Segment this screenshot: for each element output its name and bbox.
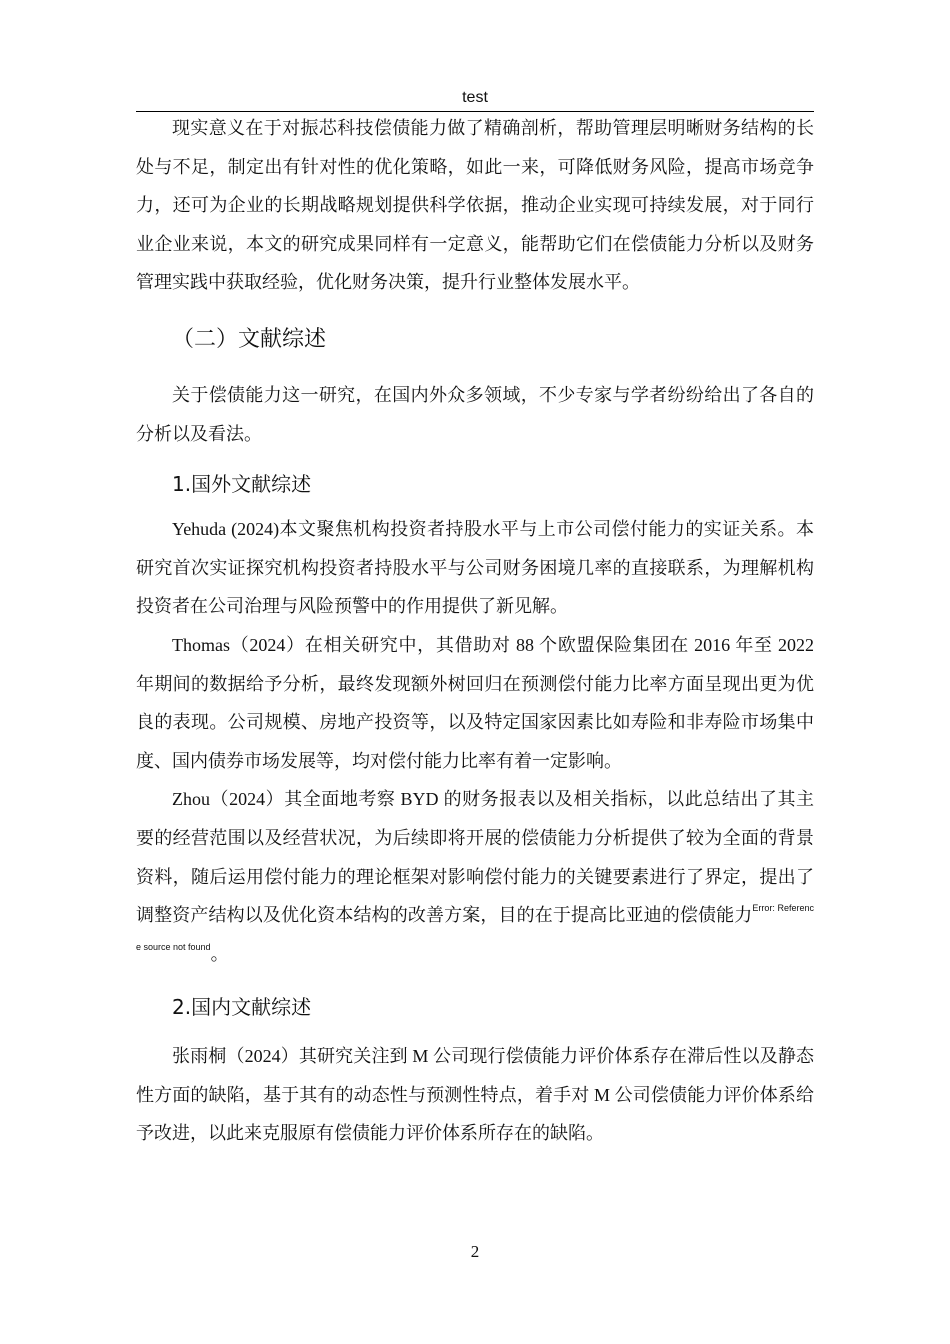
subsection-title-foreign: 1.国外文献综述 <box>172 472 312 497</box>
page-header: test <box>462 89 488 106</box>
paragraph-zhou <box>136 780 814 973</box>
paragraph-yehuda: Yehuda (2024)本文聚焦机构投资者持股水平与上市公司偿付能力的实证关系。本研究首次实证探究机构投资者持股水平与公司财务困境几率的直接联系，为理解机构投资者在公司治理与风险预警中的作用提供了新见解。 <box>136 519 814 617</box>
body-content <box>136 109 814 1153</box>
paragraph-zhang: 张雨桐（2024）其研究关注到 M 公司现行偿债能力评价体系存在滞后性以及静态性方面的缺陷，基于其有的动态性与预测性特点，着手对 M 公司偿债能力评价体系给予改进，以此来克服原有偿债能力评价体系所存在的缺陷。 <box>136 1046 814 1144</box>
reference-error-note: Error: Reference source not found <box>136 903 814 952</box>
subsection-title-domestic: 2.国内文献综述 <box>172 995 312 1020</box>
paragraph-intro: 关于偿债能力这一研究，在国内外众多领域，不少专家与学者纷纷给出了各自的分析以及看法。 <box>136 384 814 444</box>
paragraph-zhou-end: 。 <box>210 943 229 964</box>
section-title-literature-review: （二）文献综述 <box>172 326 327 352</box>
page-number: 2 <box>470 1242 480 1261</box>
paragraph-significance: 现实意义在于对振芯科技偿债能力做了精确剖析，帮助管理层明晰财务结构的长处与不足，制定出有针对性的优化策略，如此一来，可降低财务风险，提高市场竞争力，还可为企业的长期战略规划提供科学依据，推动企业实现可持续发展，对于同行业企业来说，本文的研究成果同样有一定意义，能帮助它们在偿债能力分析以及财务管理实践中获取经验，优化财务决策，提升行业整体发展水平。 <box>136 118 814 293</box>
paragraph-thomas: Thomas（2024）在相关研究中，其借助对 88 个欧盟保险集团在 2016 年至 2022 年期间的数据给予分析，最终发现额外树回归在预测偿付能力比率方面呈现出更为优良的表现。公司规模、房地产投资等，以及特定国家因素比如寿险和非寿险市场集中度、国内债券市场发展等，均对偿付能力比率有着一定影响。 <box>136 634 814 771</box>
paragraph-zhou-text: Zhou（2024）其全面地考察 BYD 的财务报表以及相关指标，以此总结出了其主要的经营范围以及经营状况，为后续即将开展的偿债能力分析提供了较为全面的背景资料，随后运用偿付能力的理论框架对影响偿付能力的关键要素进行了界定，提出了调整资产结构以及优化资本结构的改善方案，目的在于提高比亚迪的偿债能力 <box>136 789 814 926</box>
